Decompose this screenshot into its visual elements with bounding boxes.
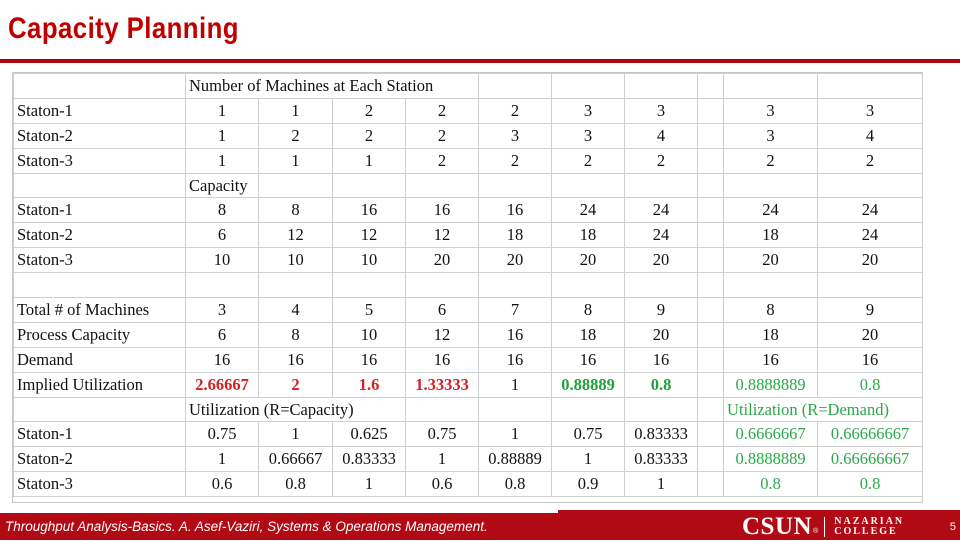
table-cell: 2 bbox=[479, 98, 552, 123]
table-cell: 16 bbox=[333, 347, 406, 372]
blank-row bbox=[14, 273, 923, 298]
table-row bbox=[14, 347, 923, 372]
row-label: Staton-1 bbox=[14, 98, 186, 123]
table-cell: 2 bbox=[724, 148, 818, 173]
table-cell: 9 bbox=[625, 298, 698, 323]
table-row bbox=[14, 223, 923, 248]
table-cell: 18 bbox=[552, 223, 625, 248]
logo-nazarian: NAZARIAN bbox=[834, 515, 905, 527]
table-cell: 18 bbox=[724, 223, 818, 248]
table-cell: 0.8 bbox=[818, 372, 923, 397]
row-label: Staton-3 bbox=[14, 248, 186, 273]
table-cell: 2 bbox=[625, 148, 698, 173]
logo-divider bbox=[824, 517, 825, 537]
utilization-header-row bbox=[14, 397, 923, 422]
row-label: Process Capacity bbox=[14, 322, 186, 347]
table-cell: 16 bbox=[186, 347, 259, 372]
table-cell: 1 bbox=[186, 447, 259, 472]
table-cell: 1 bbox=[479, 422, 552, 447]
table-cell bbox=[698, 372, 724, 397]
table-row bbox=[14, 447, 923, 472]
table-cell: 3 bbox=[625, 98, 698, 123]
util-demand-section-title: Utilization (R=Demand) bbox=[724, 397, 923, 422]
table-cell: 8 bbox=[259, 198, 333, 223]
table-cell: 0.75 bbox=[186, 422, 259, 447]
table-cell: 0.8 bbox=[724, 472, 818, 497]
table-cell: 16 bbox=[724, 347, 818, 372]
table-cell: 18 bbox=[552, 322, 625, 347]
table-cell: 12 bbox=[333, 223, 406, 248]
table-cell: 16 bbox=[259, 347, 333, 372]
title-underline bbox=[0, 59, 960, 63]
table-cell: 3 bbox=[724, 123, 818, 148]
table-cell: 0.83333 bbox=[625, 447, 698, 472]
table-cell: 0.88889 bbox=[552, 372, 625, 397]
row-label: Total # of Machines bbox=[14, 298, 186, 323]
table-cell bbox=[698, 223, 724, 248]
table-cell: 24 bbox=[724, 198, 818, 223]
table-cell bbox=[698, 322, 724, 347]
table-cell: 10 bbox=[259, 248, 333, 273]
table-cell bbox=[698, 422, 724, 447]
table-cell: 12 bbox=[259, 223, 333, 248]
table-cell: 0.66666667 bbox=[818, 447, 923, 472]
table-cell: 20 bbox=[625, 248, 698, 273]
logo-csun: CSUN bbox=[742, 512, 813, 540]
table-cell: 1 bbox=[259, 98, 333, 123]
table-cell: 20 bbox=[406, 248, 479, 273]
table-cell: 10 bbox=[333, 248, 406, 273]
table-cell: 1 bbox=[552, 447, 625, 472]
table-cell: 0.75 bbox=[552, 422, 625, 447]
table-cell: 1 bbox=[333, 472, 406, 497]
capacity-table bbox=[12, 72, 923, 503]
row-label: Staton-3 bbox=[14, 472, 186, 497]
table-cell: 7 bbox=[479, 298, 552, 323]
row-label: Staton-1 bbox=[14, 422, 186, 447]
table-cell: 4 bbox=[625, 123, 698, 148]
table-cell: 2 bbox=[406, 123, 479, 148]
table-row bbox=[14, 198, 923, 223]
table-cell: 3 bbox=[186, 298, 259, 323]
table-cell: 8 bbox=[552, 298, 625, 323]
table-cell: 0.83333 bbox=[333, 447, 406, 472]
table-row bbox=[14, 372, 923, 397]
machines-section-title: Number of Machines at Each Station bbox=[186, 74, 479, 99]
table-cell: 2 bbox=[552, 148, 625, 173]
table-cell: 24 bbox=[818, 198, 923, 223]
table-cell: 0.75 bbox=[406, 422, 479, 447]
table-cell: 1 bbox=[406, 447, 479, 472]
table-cell: 10 bbox=[333, 322, 406, 347]
row-label: Implied Utilization bbox=[14, 372, 186, 397]
table-cell: 0.8 bbox=[818, 472, 923, 497]
util-capacity-section-title: Utilization (R=Capacity) bbox=[186, 397, 406, 422]
table-cell: 0.8 bbox=[259, 472, 333, 497]
table-row bbox=[14, 472, 923, 497]
table-cell: 24 bbox=[625, 223, 698, 248]
table-cell: 0.8888889 bbox=[724, 447, 818, 472]
table-cell: 12 bbox=[406, 223, 479, 248]
table-cell: 3 bbox=[818, 98, 923, 123]
table-cell: 9 bbox=[818, 298, 923, 323]
table-cell: 0.88889 bbox=[479, 447, 552, 472]
table-cell: 1 bbox=[259, 148, 333, 173]
table-cell: 6 bbox=[406, 298, 479, 323]
table-cell: 2 bbox=[259, 372, 333, 397]
page-number: 5 bbox=[949, 521, 956, 533]
table-cell: 0.8 bbox=[479, 472, 552, 497]
row-label: Staton-2 bbox=[14, 123, 186, 148]
table-cell: 18 bbox=[479, 223, 552, 248]
table-cell: 16 bbox=[625, 347, 698, 372]
table-row bbox=[14, 422, 923, 447]
table-cell: 2 bbox=[333, 98, 406, 123]
table-cell bbox=[698, 198, 724, 223]
logo-college-name bbox=[834, 517, 904, 537]
footer-bar bbox=[0, 513, 960, 540]
table-cell: 20 bbox=[818, 248, 923, 273]
table-cell: 2 bbox=[818, 148, 923, 173]
logo-college: COLLEGE bbox=[834, 525, 898, 537]
table-cell: 2 bbox=[333, 123, 406, 148]
table-cell: 4 bbox=[259, 298, 333, 323]
table-cell: 0.6666667 bbox=[724, 422, 818, 447]
row-label: Staton-2 bbox=[14, 447, 186, 472]
table-cell: 1 bbox=[186, 148, 259, 173]
table-cell: 5 bbox=[333, 298, 406, 323]
csun-nazarian-logo bbox=[742, 513, 904, 540]
table-cell: 1.6 bbox=[333, 372, 406, 397]
slide-title: Capacity Planning bbox=[8, 12, 239, 45]
capacity-header-row bbox=[14, 173, 923, 198]
table-cell: 8 bbox=[724, 298, 818, 323]
table-cell: 2 bbox=[406, 148, 479, 173]
table-cell bbox=[698, 447, 724, 472]
table-cell: 0.6 bbox=[186, 472, 259, 497]
table-cell: 4 bbox=[818, 123, 923, 148]
table-cell: 20 bbox=[479, 248, 552, 273]
machines-header-row bbox=[14, 74, 923, 99]
capacity-section-title: Capacity bbox=[186, 173, 259, 198]
table-cell: 3 bbox=[724, 98, 818, 123]
table-cell: 0.8888889 bbox=[724, 372, 818, 397]
table-cell: 16 bbox=[406, 347, 479, 372]
table-cell: 10 bbox=[186, 248, 259, 273]
table-cell: 3 bbox=[552, 98, 625, 123]
table-cell: 0.6 bbox=[406, 472, 479, 497]
table-cell: 0.8 bbox=[625, 372, 698, 397]
table-row bbox=[14, 248, 923, 273]
table-cell: 24 bbox=[625, 198, 698, 223]
row-label: Staton-3 bbox=[14, 148, 186, 173]
table-cell: 2 bbox=[479, 148, 552, 173]
table-cell: 12 bbox=[406, 322, 479, 347]
table-row bbox=[14, 148, 923, 173]
table-cell: 16 bbox=[333, 198, 406, 223]
table-cell: 0.66667 bbox=[259, 447, 333, 472]
table-cell: 8 bbox=[186, 198, 259, 223]
row-label: Staton-1 bbox=[14, 198, 186, 223]
table-cell: 1 bbox=[186, 123, 259, 148]
table-cell: 0.83333 bbox=[625, 422, 698, 447]
table-cell: 2 bbox=[259, 123, 333, 148]
table-cell: 18 bbox=[724, 322, 818, 347]
table-cell: 20 bbox=[818, 322, 923, 347]
table-cell: 0.9 bbox=[552, 472, 625, 497]
row-label: Staton-2 bbox=[14, 223, 186, 248]
table-cell: 0.66666667 bbox=[818, 422, 923, 447]
table-cell: 16 bbox=[479, 322, 552, 347]
table-cell: 1 bbox=[625, 472, 698, 497]
table-cell bbox=[698, 298, 724, 323]
row-label: Demand bbox=[14, 347, 186, 372]
table-cell: 1 bbox=[186, 98, 259, 123]
table-cell: 2 bbox=[406, 98, 479, 123]
table-cell bbox=[698, 123, 724, 148]
table-cell: 16 bbox=[479, 198, 552, 223]
table-cell: 1.33333 bbox=[406, 372, 479, 397]
table-row bbox=[14, 123, 923, 148]
table-cell: 6 bbox=[186, 322, 259, 347]
table-cell bbox=[698, 248, 724, 273]
table-row bbox=[14, 322, 923, 347]
table-cell bbox=[698, 347, 724, 372]
table-cell: 0.625 bbox=[333, 422, 406, 447]
table-cell: 24 bbox=[552, 198, 625, 223]
footer-citation: Throughput Analysis-Basics. A. Asef-Vaziri, Systems & Operations Management. bbox=[5, 519, 488, 534]
table-cell: 16 bbox=[552, 347, 625, 372]
logo-registered-mark: ® bbox=[813, 528, 819, 535]
table-cell: 3 bbox=[479, 123, 552, 148]
table-row bbox=[14, 298, 923, 323]
table-cell: 1 bbox=[479, 372, 552, 397]
table-cell: 2.66667 bbox=[186, 372, 259, 397]
table-cell: 1 bbox=[333, 148, 406, 173]
table-cell: 3 bbox=[552, 123, 625, 148]
table-cell: 16 bbox=[479, 347, 552, 372]
table-cell bbox=[698, 472, 724, 497]
table-cell: 6 bbox=[186, 223, 259, 248]
table-cell: 24 bbox=[818, 223, 923, 248]
table-cell bbox=[698, 148, 724, 173]
table-cell: 20 bbox=[625, 322, 698, 347]
table-cell: 16 bbox=[818, 347, 923, 372]
table-cell: 8 bbox=[259, 322, 333, 347]
table-cell bbox=[698, 98, 724, 123]
table-cell: 20 bbox=[552, 248, 625, 273]
table-cell: 20 bbox=[724, 248, 818, 273]
table-row bbox=[14, 98, 923, 123]
table-cell: 16 bbox=[406, 198, 479, 223]
table-cell: 1 bbox=[259, 422, 333, 447]
